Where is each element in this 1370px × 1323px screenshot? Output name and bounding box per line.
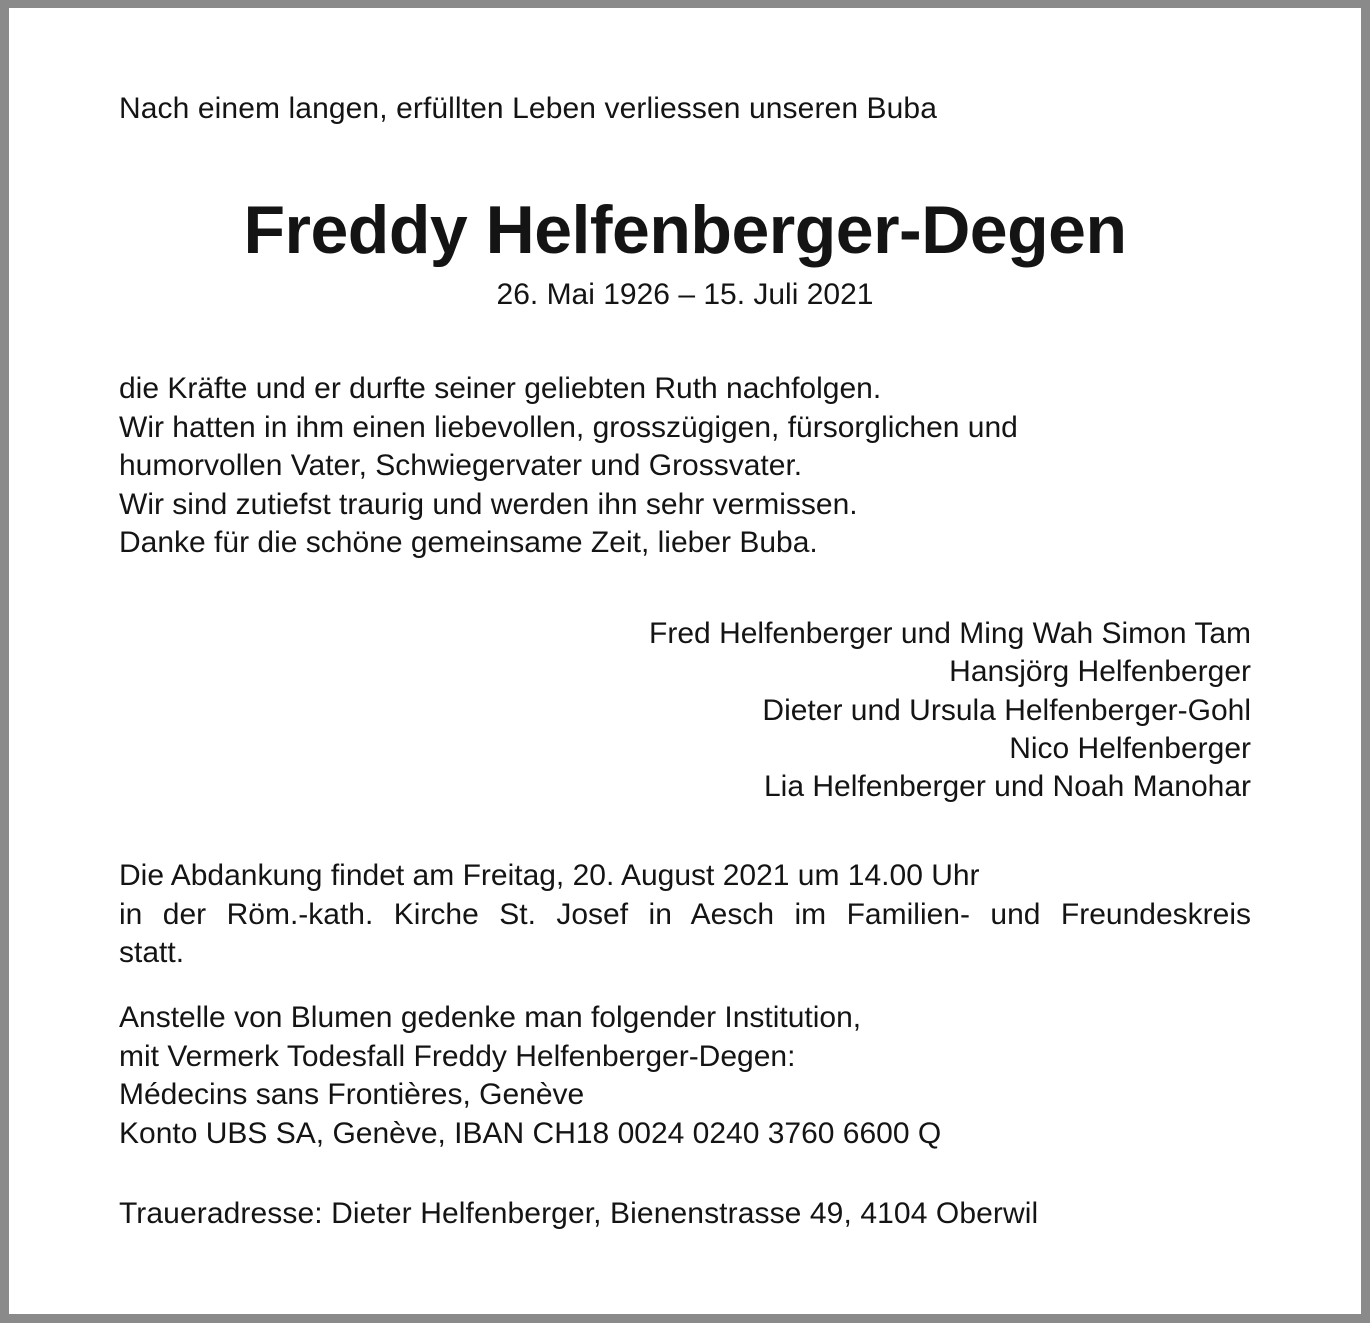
service-line: Die Abdankung findet am Freitag, 20. August 2021 um 14.00 Uhr [119,859,980,892]
obituary-page [9,8,1361,1314]
donation-info [119,999,941,1153]
service-info [119,857,1251,973]
mourner-name: Lia Helfenberger und Noah Manohar [764,770,1251,804]
donation-line: mit Vermerk Todesfall Freddy Helfenberger-Degen: [119,1039,796,1073]
service-line: statt. [119,936,185,969]
service-line: in der Röm.-kath. Kirche St. Josef in Aesch im Familien- und Freundeskreis [119,897,1251,931]
deceased-name: Freddy Helfenberger-Degen [243,192,1127,268]
message-block [119,370,1018,563]
message-line: Wir sind zutiefst traurig und werden ihn sehr vermissen. [119,487,858,521]
mourners-list [649,615,1251,806]
mourner-name: Nico Helfenberger [1009,731,1251,765]
donation-line: Anstelle von Blumen gedenke man folgender Institution, [119,1001,862,1034]
message-line: humorvollen Vater, Schwiegervater und Grossvater. [119,449,803,482]
mourning-address: Traueradresse: Dieter Helfenberger, Bienenstrasse 49, 4104 Oberwil [119,1197,1039,1230]
donation-line: Konto UBS SA, Genève, IBAN CH18 0024 0240 3760 6600 Q [119,1116,942,1150]
message-line: Danke für die schöne gemeinsame Zeit, lieber Buba. [119,526,818,559]
mourner-name: Hansjörg Helfenberger [949,655,1251,689]
message-line: die Kräfte und er durfte seiner geliebten Ruth nachfolgen. [119,372,882,405]
message-line: Wir hatten in ihm einen liebevollen, grosszügigen, fürsorglichen und [119,410,1018,444]
mourner-name: Fred Helfenberger und Ming Wah Simon Tam [649,617,1251,650]
mourner-name: Dieter und Ursula Helfenberger-Gohl [762,693,1251,727]
donation-line: Médecins sans Frontières, Genève [119,1078,585,1111]
intro-text: Nach einem langen, erfüllten Leben verliessen unseren Buba [119,92,937,125]
life-dates: 26. Mai 1926 – 15. Juli 2021 [496,278,874,311]
